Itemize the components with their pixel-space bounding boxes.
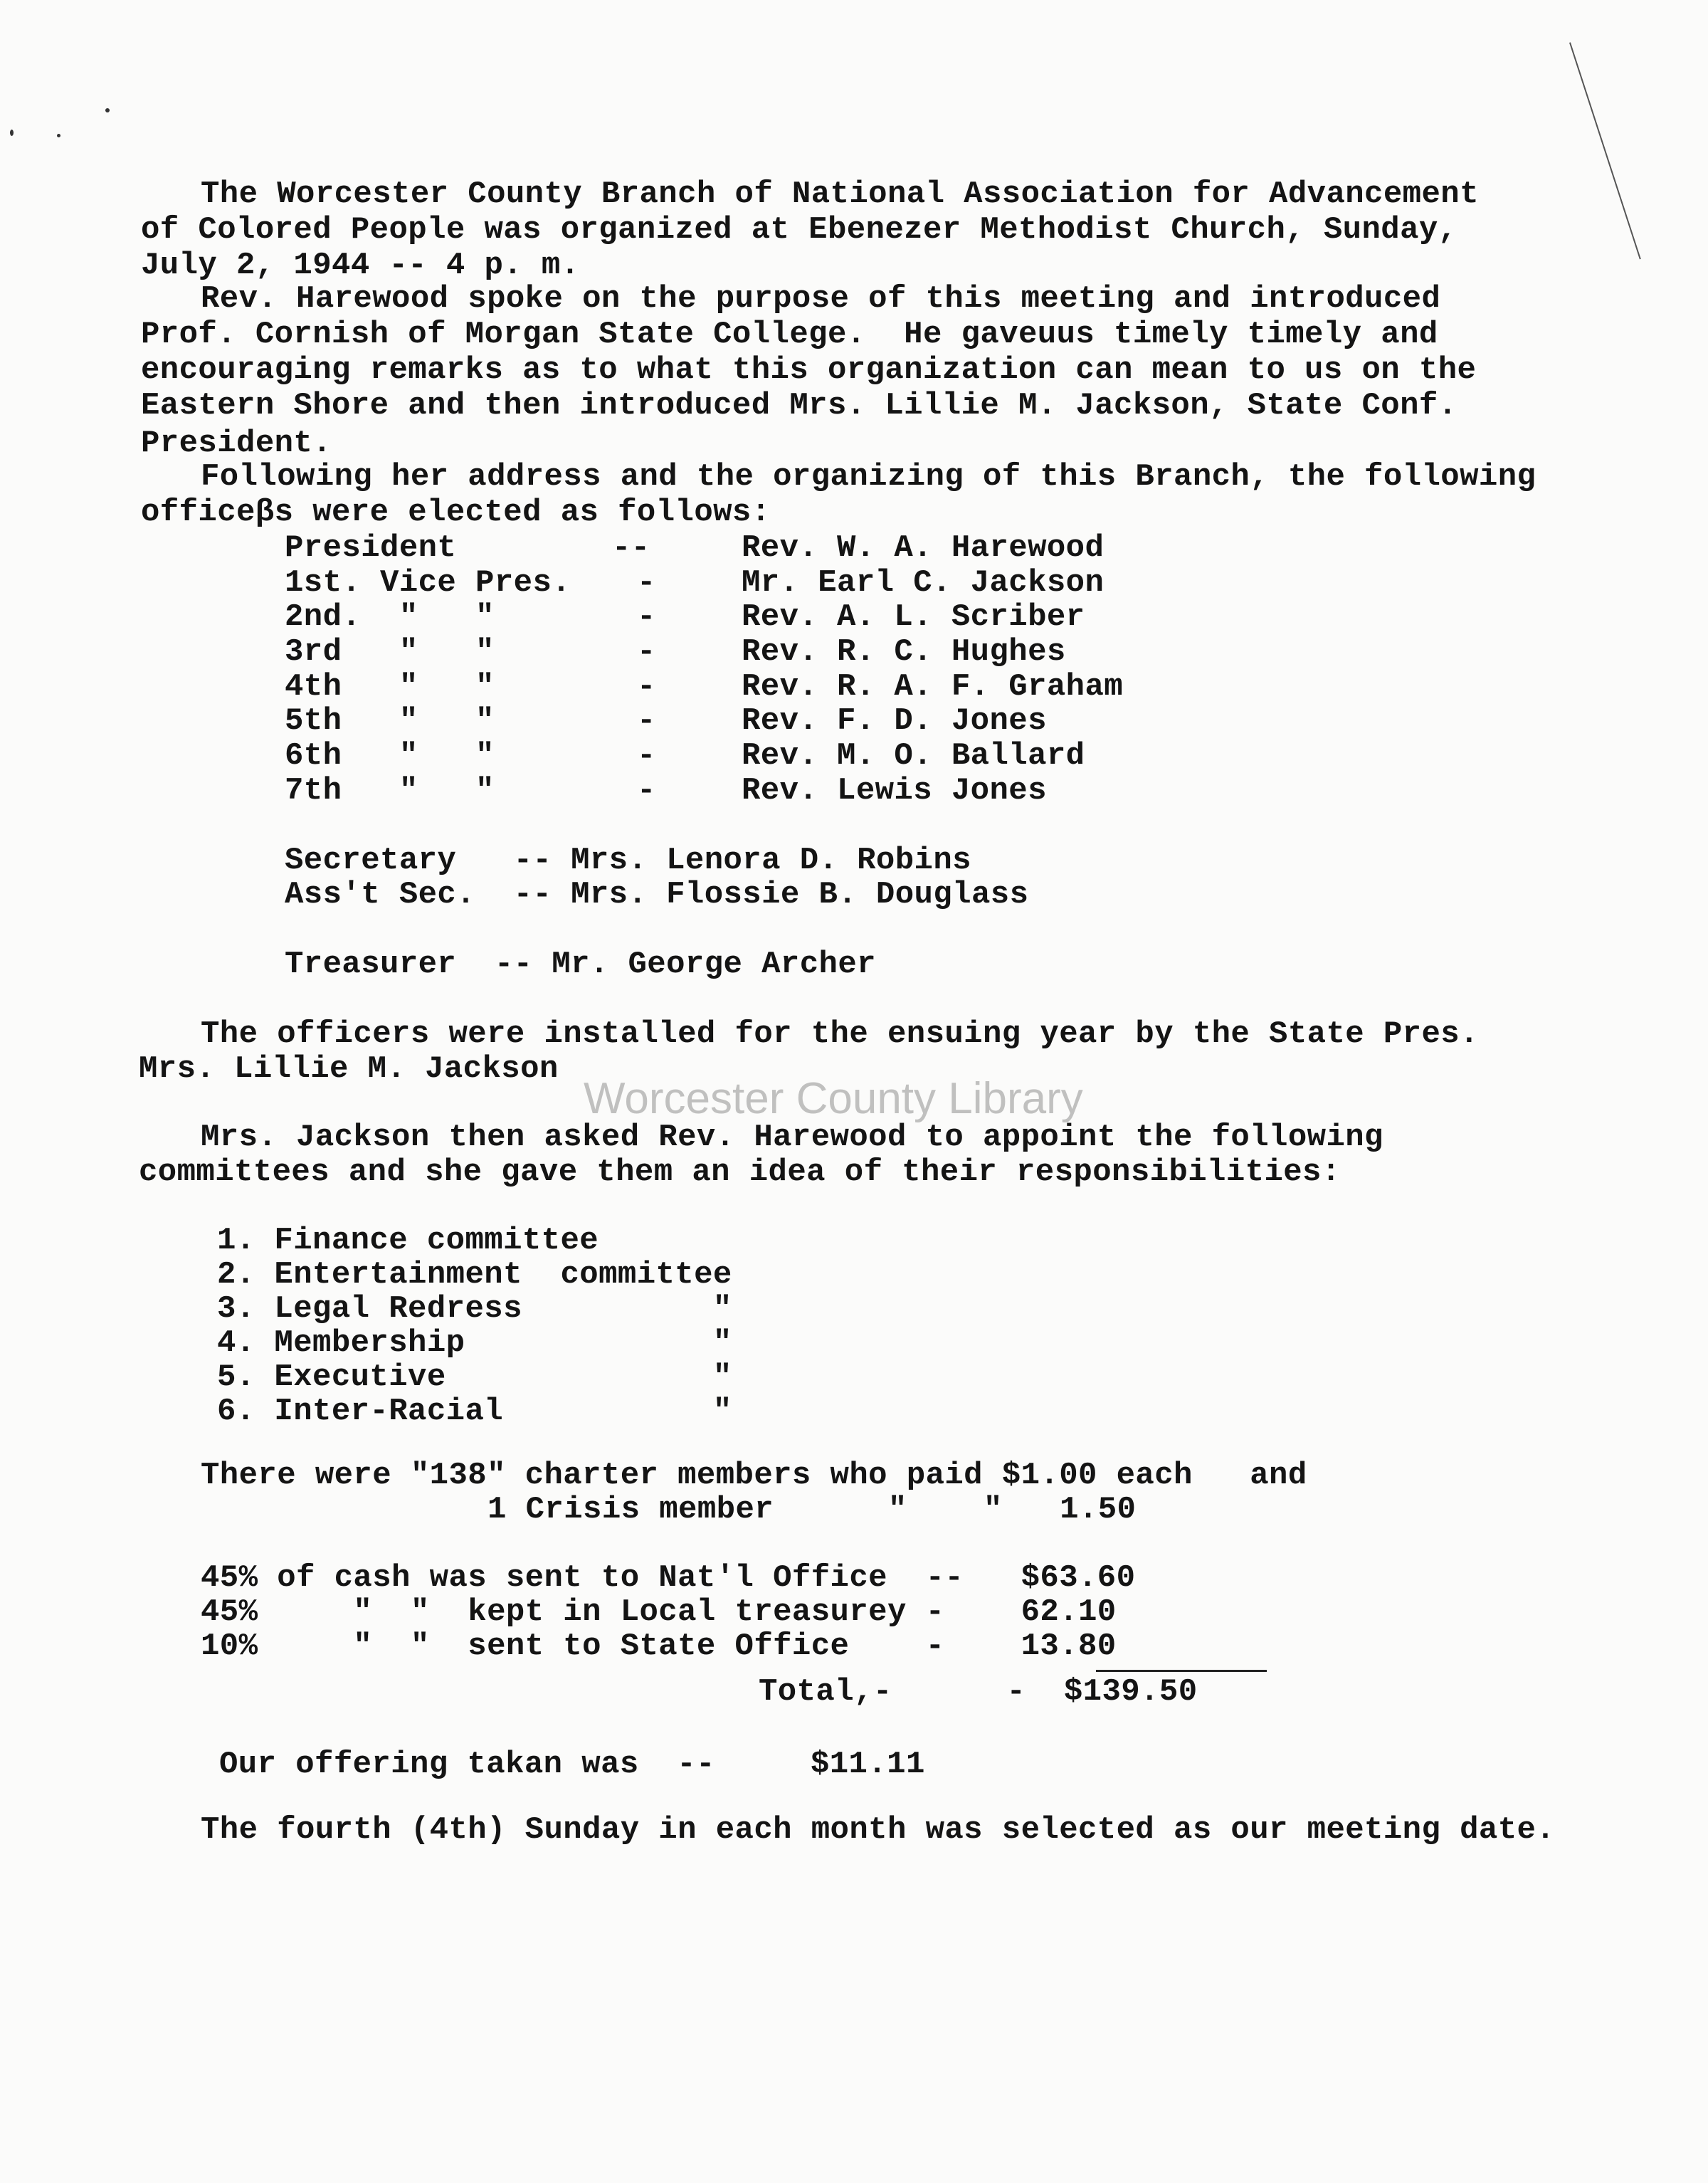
officer-title: 3rd " " [285, 634, 495, 670]
intro-line: officeβs were elected as follows: [141, 495, 771, 530]
officer-title: 5th " " [285, 703, 495, 739]
committee-item: 1. Finance committee [217, 1223, 599, 1258]
officer-title: 4th " " [285, 669, 495, 705]
officer-name: Rev. W. A. Harewood [742, 530, 1105, 566]
committees-intro: Mrs. Jackson then asked Rev. Harewood to appoint the following [201, 1120, 1383, 1155]
secretary-line: Secretary -- Mrs. Lenora D. Robins [285, 843, 971, 878]
officer-name: Rev. R. A. F. Graham [742, 669, 1124, 705]
officer-sep: - [637, 634, 656, 670]
committees-intro: committees and she gave them an idea of their responsibilities: [139, 1154, 1341, 1190]
intro-line: President. [141, 426, 332, 461]
speck [57, 134, 60, 137]
cash-row: 45% of cash was sent to Nat'l Office -- $63.60 [201, 1560, 1136, 1596]
officer-name: Mr. Earl C. Jackson [742, 565, 1105, 601]
committee-item: 5. Executive " [217, 1359, 732, 1395]
committee-item: 2. Entertainment committee [217, 1257, 732, 1293]
treasurer-line: Treasurer -- Mr. George Archer [285, 947, 876, 982]
officer-title: President [285, 530, 457, 566]
officer-title: 2nd. " " [285, 599, 495, 635]
total-rule [1096, 1670, 1267, 1672]
library-watermark: Worcester County Library [584, 1074, 1083, 1123]
intro-line: Following her address and the organizing of this Branch, the following [201, 459, 1536, 495]
speck [10, 130, 14, 136]
cash-row: 45% " " kept in Local treasurey - 62.10 [201, 1594, 1117, 1630]
officer-title: 7th " " [285, 773, 495, 809]
offering-line: Our offering takan was -- $11.11 [219, 1747, 925, 1782]
officer-name: Rev. A. L. Scriber [742, 599, 1085, 635]
intro-line: The Worcester County Branch of National Association for Advancement [201, 177, 1479, 212]
officer-sep: - [637, 773, 656, 809]
officer-title: 6th " " [285, 738, 495, 774]
cash-row: 10% " " sent to State Office - 13.80 [201, 1629, 1117, 1664]
speck [105, 108, 110, 112]
officer-name: Rev. R. C. Hughes [742, 634, 1066, 670]
meeting-date-line: The fourth (4th) Sunday in each month was selected as our meeting date. [201, 1812, 1556, 1848]
committee-item: 6. Inter-Racial " [217, 1394, 732, 1429]
officer-sep: - [637, 703, 656, 739]
intro-line: encouraging remarks as to what this organization can mean to us on the [141, 352, 1477, 388]
officer-name: Rev. M. O. Ballard [742, 738, 1085, 774]
committee-item: 3. Legal Redress " [217, 1291, 732, 1327]
officer-title: 1st. Vice Pres. [285, 565, 571, 601]
cash-total: Total,- - $139.50 [759, 1674, 1198, 1710]
installed-line: The officers were installed for the ensuing year by the State Pres. [201, 1016, 1479, 1052]
officer-name: Rev. Lewis Jones [742, 773, 1047, 809]
page-edge-mark [1569, 42, 1641, 259]
officer-sep: - [637, 669, 656, 705]
intro-line: Rev. Harewood spoke on the purpose of this meeting and introduced [201, 281, 1441, 317]
committee-item: 4. Membership " [217, 1325, 732, 1361]
officer-sep: - [637, 565, 656, 601]
installed-line: Mrs. Lillie M. Jackson [139, 1051, 559, 1087]
intro-line: Eastern Shore and then introduced Mrs. Lillie M. Jackson, State Conf. [141, 388, 1457, 424]
members-line: 1 Crisis member " " 1.50 [487, 1492, 1137, 1527]
officer-sep: - [637, 738, 656, 774]
officer-name: Rev. F. D. Jones [742, 703, 1047, 739]
officer-sep: - [637, 599, 656, 635]
officer-sep: -- [612, 530, 650, 566]
intro-line: Prof. Cornish of Morgan State College. He gaveuus timely timely and [141, 317, 1438, 352]
asst-secretary-line: Ass't Sec. -- Mrs. Flossie B. Douglass [285, 877, 1029, 912]
intro-line: of Colored People was organized at Ebenezer Methodist Church, Sunday, [141, 212, 1457, 248]
members-line: There were "138" charter members who paid $1.00 each and [201, 1458, 1307, 1493]
intro-line: July 2, 1944 -- 4 p. m. [141, 248, 580, 283]
